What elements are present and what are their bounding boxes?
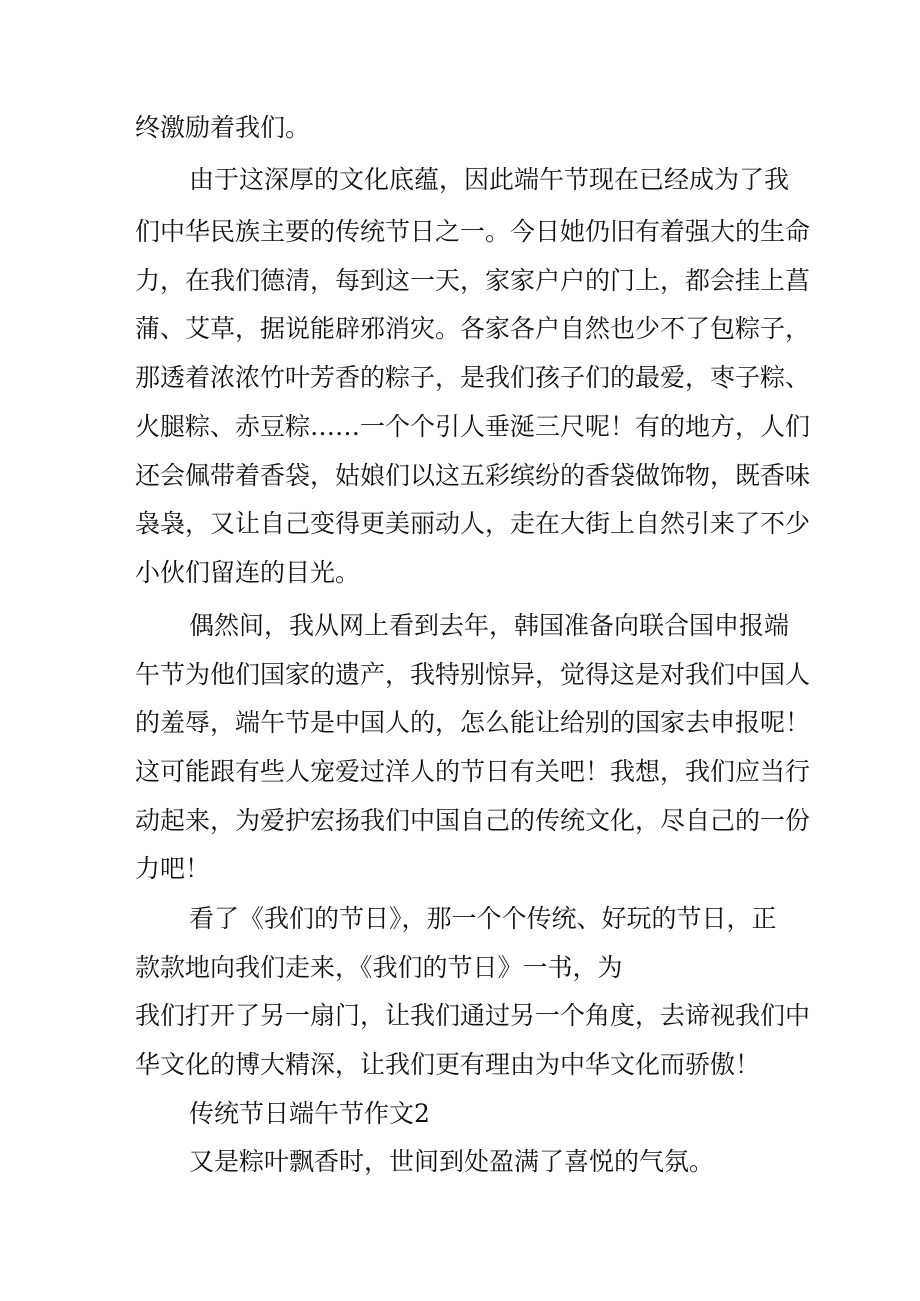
section-heading: 传统节日端午节作文2: [189, 1099, 430, 1128]
paragraph-line: 偶然间，我从网上看到去年，韩国准备向联合国申报端: [189, 611, 790, 640]
paragraph-line: 款款地向我们走来，《我们的节日》一书，为: [135, 953, 623, 982]
paragraph-line: 看了《我们的节日》，那一个个传统、好玩的节日，正: [189, 904, 777, 933]
paragraph-line: 动起来，为爱护宏扬我们中国自己的传统文化，尽自己的一份: [135, 806, 811, 835]
paragraph-line: 华文化的博大精深，让我们更有理由为中华文化而骄傲！: [135, 1050, 761, 1079]
paragraph-line: 这可能跟有些人宠爱过洋人的节日有关吧！我想，我们应当行: [135, 757, 811, 786]
paragraph-line: 火腿粽、赤豆粽……一个个引人垂涎三尺呢！有的地方，人们: [135, 412, 811, 441]
paragraph-line: 小伙们留连的目光。: [135, 558, 361, 587]
paragraph-line: 还会佩带着香袋，姑娘们以这五彩缤纷的香袋做饰物，既香味: [135, 461, 811, 490]
paragraph-line: 的羞辱，端午节是中国人的，怎么能让给别的国家去申报呢！: [135, 708, 811, 737]
paragraph-line: 蒲、艾草，据说能辟邪消灾。各家各户自然也少不了包粽子，: [135, 314, 811, 343]
paragraph-line: 又是粽叶飘香时，世间到处盈满了喜悦的气氛。: [189, 1147, 715, 1176]
paragraph-line: 那透着浓浓竹叶芳香的粽子，是我们孩子们的最爱，枣子粽、: [135, 363, 811, 392]
paragraph-line: 力吧！: [135, 854, 211, 883]
paragraph-line: 终激励着我们。: [135, 113, 311, 142]
paragraph-line: 我们打开了另一扇门，让我们通过另一个角度，去谛视我们中: [135, 1001, 811, 1030]
paragraph-line: 由于这深厚的文化底蕴，因此端午节现在已经成为了我: [189, 165, 790, 194]
paragraph-line: 力，在我们德清，每到这一天，家家户户的门上，都会挂上菖: [135, 266, 811, 295]
paragraph-line: 们中华民族主要的传统节日之一。今日她仍旧有着强大的生命: [135, 217, 811, 246]
paragraph-line: 袅袅，又让自己变得更美丽动人，走在大街上自然引来了不少: [135, 509, 811, 538]
paragraph-line: 午节为他们国家的遗产，我特别惊异，觉得这是对我们中国人: [135, 660, 811, 689]
